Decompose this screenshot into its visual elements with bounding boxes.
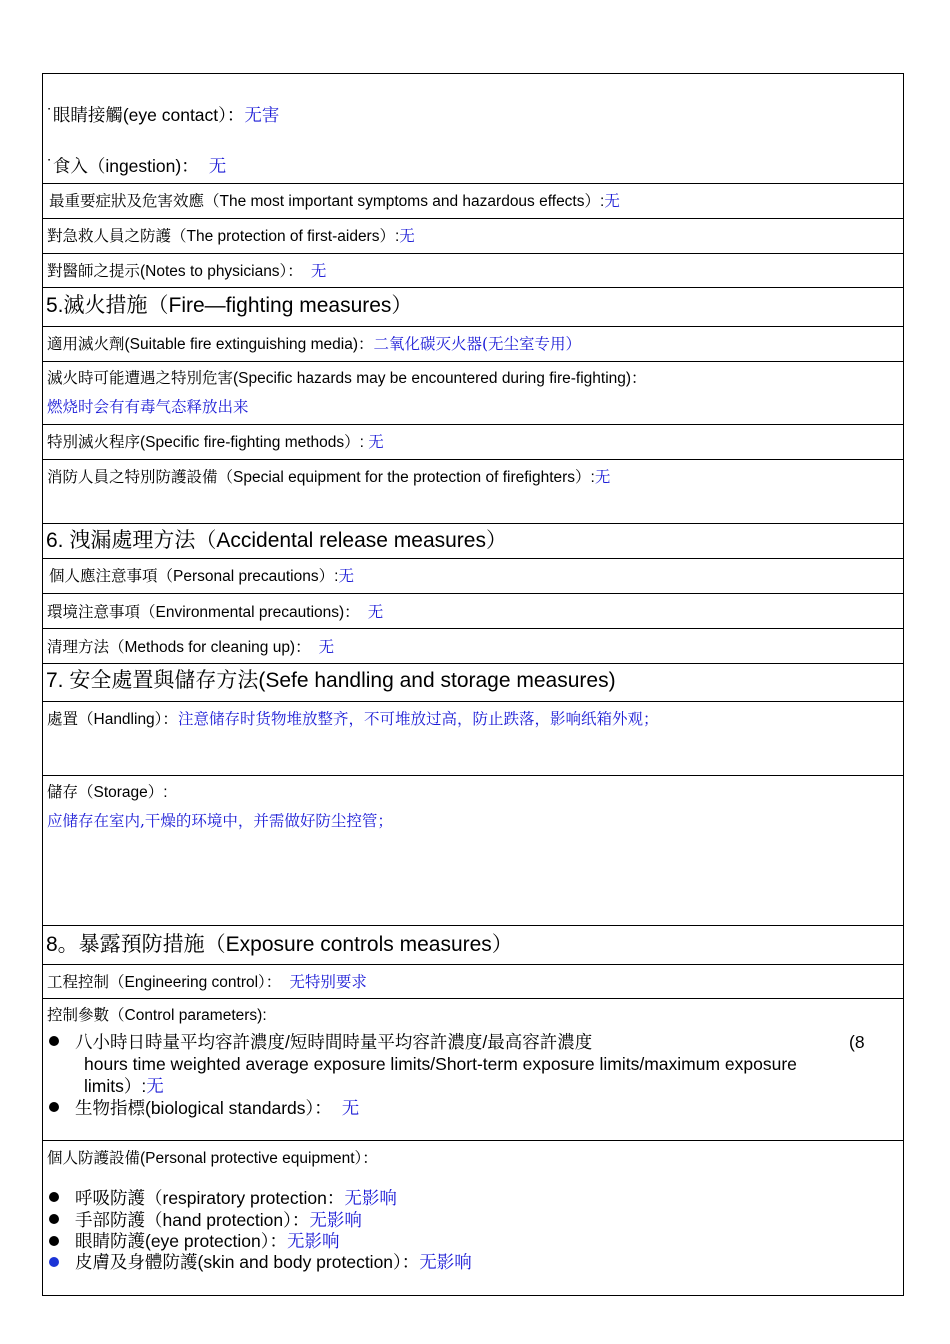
ppe-row xyxy=(43,1141,903,1295)
physicians-value: 无 xyxy=(310,262,327,280)
eye-contact-value: 无害 xyxy=(244,106,280,126)
firefighter-equipment-row xyxy=(43,460,903,524)
personal-value: 无 xyxy=(338,567,354,585)
hazards-value: 燃烧时会有有毒气态释放出来 xyxy=(47,398,249,416)
symptoms-value: 无 xyxy=(604,192,620,210)
respiratory-line xyxy=(75,1187,397,1210)
environmental-precautions-row xyxy=(43,594,903,629)
ingestion-line xyxy=(47,155,226,178)
physicians-label: 對醫師之提示(Notes to physicians）： xyxy=(47,263,303,280)
physicians-row xyxy=(43,254,903,288)
media-row xyxy=(43,327,903,362)
section-5-heading: 5.滅火措施（Fire—fighting measures） xyxy=(46,294,413,317)
eye-protection-line xyxy=(75,1230,340,1253)
media-label: 適用滅火劑(Suitable fire extinguishing media)： xyxy=(47,336,374,353)
section-8-heading-row xyxy=(43,926,903,965)
bullet-dot xyxy=(49,1257,59,1267)
handling-label: 處置（Handling）： xyxy=(47,711,178,728)
cleaning-label: 清理方法（Methods for cleaning up)： xyxy=(47,639,311,656)
ingestion-value: 无 xyxy=(208,157,227,177)
storage-label: 儲存（Storage）: xyxy=(47,784,168,801)
equipment-value: 无 xyxy=(594,468,611,486)
bio-line xyxy=(75,1097,359,1120)
personal-label: 個人應注意事項（Personal precautions）: xyxy=(49,568,339,585)
personal-precautions-row xyxy=(43,559,903,594)
ingestion-label: ˙食入（ingestion)： xyxy=(47,156,199,176)
hand-value: 无影响 xyxy=(309,1211,362,1231)
params-label: 控制參數（Control parameters): xyxy=(47,1007,267,1024)
environmental-label: 環境注意事項（Environmental precautions)： xyxy=(47,604,360,621)
hand-line xyxy=(75,1209,362,1232)
protection-value: 无 xyxy=(399,227,415,245)
ppe-label: 個人防護設備(Personal protective equipment）： xyxy=(47,1150,378,1167)
engineering-label: 工程控制（Engineering control）： xyxy=(47,974,282,991)
skin-line xyxy=(75,1251,472,1274)
hazards-label: 滅火時可能遭遇之特別危害(Specific hazards may be encountered during fire-fighting)： xyxy=(47,370,647,387)
storage-value: 应储存在室内,干燥的环境中，并需做好防尘控管； xyxy=(47,812,393,830)
symptoms-row xyxy=(43,184,903,219)
limits-value: 无 xyxy=(146,1077,164,1097)
cleaning-value: 无 xyxy=(318,638,335,656)
bullet-dot xyxy=(49,1102,59,1112)
eye-protection-label: 眼睛防護(eye protection）： xyxy=(75,1231,288,1251)
storage-row xyxy=(43,776,903,926)
methods-label: 特別滅火程序(Specific fire-fighting methods）: xyxy=(47,434,369,451)
skin-value: 无影响 xyxy=(419,1253,472,1273)
media-value: 二氧化碳灭火器(无尘室专用） xyxy=(373,335,582,353)
bullet-dot xyxy=(49,1036,59,1046)
limits-line-1-end: (8 xyxy=(849,1032,865,1052)
limits-line-1: 八小時日時量平均容許濃度/短時間時量平均容許濃度/最高容許濃度 xyxy=(75,1032,593,1052)
fire-methods-row xyxy=(43,425,903,460)
section-5-heading-row xyxy=(43,288,903,327)
bullet-dot xyxy=(49,1192,59,1202)
section-6-heading-row xyxy=(43,524,903,559)
eye-protection-value: 无影响 xyxy=(287,1232,340,1252)
handling-value: 注意储存时货物堆放整齐，不可堆放过高，防止跌落，影响纸箱外观； xyxy=(177,710,659,728)
section-6-heading: 6. 洩漏處理方法（Accidental release measures） xyxy=(46,529,507,552)
cleaning-row xyxy=(43,629,903,664)
bio-label: 生物指標(biological standards）： xyxy=(75,1098,332,1118)
engineering-value: 无特别要求 xyxy=(289,973,367,991)
engineering-control-row xyxy=(43,965,903,999)
respiratory-label: 呼吸防護（respiratory protection： xyxy=(75,1188,345,1208)
equipment-label: 消防人員之特別防護設備（Special equipment for the protection of firefighters）: xyxy=(47,469,595,486)
limits-line-2: hours time weighted average exposure limits/Short-term exposure limits/maximum exposure xyxy=(84,1054,797,1074)
bio-value: 无 xyxy=(341,1099,360,1119)
specific-hazards-row xyxy=(43,362,903,425)
respiratory-value: 无影响 xyxy=(344,1189,397,1209)
methods-value: 无 xyxy=(368,433,384,451)
limits-label: limits）: xyxy=(84,1076,147,1096)
eye-contact-label: ˙眼睛接觸(eye contact）： xyxy=(47,105,245,125)
eye-contact-line xyxy=(47,104,279,127)
msds-table xyxy=(42,73,904,1296)
section-8-heading: 8。暴露預防措施（Exposure controls measures） xyxy=(46,933,513,956)
section-7-heading: 7. 安全處置與儲存方法(Sefe handling and storage measures) xyxy=(46,669,616,692)
handling-row xyxy=(43,702,903,776)
skin-label: 皮膚及身體防護(skin and body protection）： xyxy=(75,1252,420,1272)
first-aider-protection-row xyxy=(43,219,903,254)
environmental-value: 无 xyxy=(367,603,384,621)
bullet-dot xyxy=(49,1214,59,1224)
section-7-heading-row xyxy=(43,664,903,702)
bullet-dot xyxy=(49,1236,59,1246)
symptoms-label: 最重要症狀及危害效應（The most important symptoms and hazardous effects）: xyxy=(49,193,605,210)
protection-label: 對急救人員之防護（The protection of first-aiders）: xyxy=(47,228,400,245)
hand-label: 手部防護（hand protection）： xyxy=(75,1210,310,1230)
limits-line-3 xyxy=(84,1075,164,1098)
control-parameters-row xyxy=(43,999,903,1141)
first-aid-row xyxy=(43,74,903,184)
